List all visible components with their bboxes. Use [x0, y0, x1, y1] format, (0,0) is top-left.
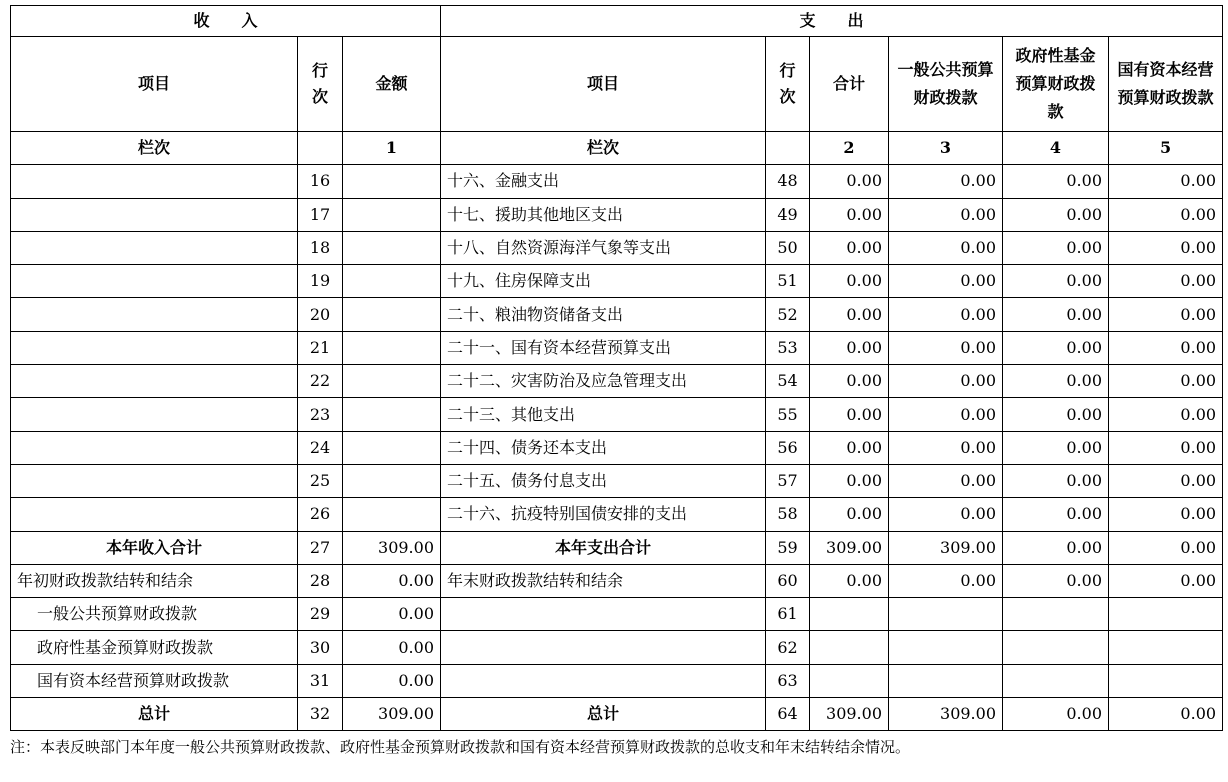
general-carryover-amount: 0.00 [343, 598, 441, 631]
expense-item: 二十、粮油物资储备支出 [441, 298, 766, 331]
income-index-rowno [298, 132, 343, 165]
empty-cell [441, 664, 766, 697]
expense-fund: 0.00 [1003, 198, 1109, 231]
expense-row-no: 50 [766, 231, 810, 264]
year-expense-no: 59 [766, 531, 810, 564]
expense-row-no: 48 [766, 165, 810, 198]
expense-capital: 0.00 [1109, 231, 1223, 264]
expense-capital: 0.00 [1109, 331, 1223, 364]
income-row-no: 17 [298, 198, 343, 231]
expense-capital: 0.00 [1109, 464, 1223, 497]
row-61-no: 61 [766, 598, 810, 631]
grand-income-amount: 309.00 [343, 698, 441, 731]
expense-row-no: 53 [766, 331, 810, 364]
income-row-no: 16 [298, 165, 343, 198]
expense-total: 0.00 [810, 265, 889, 298]
expense-fund: 0.00 [1003, 265, 1109, 298]
expense-index-4: 4 [1003, 132, 1109, 165]
year-income-label: 本年收入合计 [11, 531, 298, 564]
empty-cell [810, 598, 889, 631]
year-expense-label: 本年支出合计 [441, 531, 766, 564]
fund-carryover-no: 30 [298, 631, 343, 664]
expense-total: 0.00 [810, 464, 889, 497]
income-row-no: 18 [298, 231, 343, 264]
grand-expense-fund: 0.00 [1003, 698, 1109, 731]
general-carryover-label: 一般公共预算财政拨款 [11, 598, 298, 631]
grand-total-row [11, 698, 1223, 731]
income-row-no: 19 [298, 265, 343, 298]
income-row-no: 23 [298, 398, 343, 431]
capital-carryover-no: 31 [298, 664, 343, 697]
expense-general: 0.00 [889, 231, 1003, 264]
expense-fund: 0.00 [1003, 464, 1109, 497]
expense-fund: 0.00 [1003, 398, 1109, 431]
income-amount [343, 464, 441, 497]
income-item [11, 498, 298, 531]
expense-index-3: 3 [889, 132, 1003, 165]
carryover-row [11, 564, 1223, 597]
expense-general: 0.00 [889, 498, 1003, 531]
table-row [11, 398, 1223, 431]
empty-cell [889, 664, 1003, 697]
year-expense-capital: 0.00 [1109, 531, 1223, 564]
income-amount [343, 165, 441, 198]
expense-row-no: 52 [766, 298, 810, 331]
income-row-no: 22 [298, 365, 343, 398]
income-row-no: 25 [298, 464, 343, 497]
table-row [11, 331, 1223, 364]
expense-row-no: 54 [766, 365, 810, 398]
general-carryover-row [11, 598, 1223, 631]
empty-cell [1109, 598, 1223, 631]
income-row-no: 24 [298, 431, 343, 464]
grand-income-label: 总计 [11, 698, 298, 731]
expense-item: 十七、援助其他地区支出 [441, 198, 766, 231]
year-expense-fund: 0.00 [1003, 531, 1109, 564]
income-item [11, 298, 298, 331]
column-header-row [11, 37, 1223, 132]
expense-total: 0.00 [810, 231, 889, 264]
expense-item: 二十一、国有资本经营预算支出 [441, 331, 766, 364]
expense-index-label: 栏次 [441, 132, 766, 165]
expense-fund: 0.00 [1003, 431, 1109, 464]
income-amount [343, 498, 441, 531]
col-expense-row-no: 行次 [766, 37, 810, 132]
end-carryover-fund: 0.00 [1003, 564, 1109, 597]
expense-row-no: 51 [766, 265, 810, 298]
expense-item: 二十六、抗疫特别国债安排的支出 [441, 498, 766, 531]
expense-item: 十六、金融支出 [441, 165, 766, 198]
empty-cell [889, 598, 1003, 631]
year-expense-general: 309.00 [889, 531, 1003, 564]
income-amount [343, 265, 441, 298]
section-header-row [11, 6, 1223, 37]
table-row [11, 165, 1223, 198]
table-row [11, 365, 1223, 398]
expense-general: 0.00 [889, 398, 1003, 431]
income-item [11, 165, 298, 198]
expense-total: 0.00 [810, 365, 889, 398]
table-row [11, 198, 1223, 231]
income-index-1: 1 [343, 132, 441, 165]
begin-carryover-no: 28 [298, 564, 343, 597]
table-row [11, 464, 1223, 497]
expense-capital: 0.00 [1109, 498, 1223, 531]
expense-item: 十九、住房保障支出 [441, 265, 766, 298]
expense-index-rowno [766, 132, 810, 165]
col-income-amount: 金额 [343, 37, 441, 132]
detail-rows [11, 165, 1223, 531]
expense-total: 0.00 [810, 198, 889, 231]
income-amount [343, 431, 441, 464]
income-item [11, 198, 298, 231]
end-carryover-label: 年末财政拨款结转和结余 [441, 564, 766, 597]
expense-item: 二十五、债务付息支出 [441, 464, 766, 497]
table-row [11, 431, 1223, 464]
empty-cell [810, 631, 889, 664]
grand-expense-total: 309.00 [810, 698, 889, 731]
expense-total: 0.00 [810, 398, 889, 431]
income-item [11, 398, 298, 431]
income-row-no: 20 [298, 298, 343, 331]
end-carryover-general: 0.00 [889, 564, 1003, 597]
end-carryover-no: 60 [766, 564, 810, 597]
expense-fund: 0.00 [1003, 165, 1109, 198]
income-row-no: 21 [298, 331, 343, 364]
expense-index-2: 2 [810, 132, 889, 165]
begin-carryover-amount: 0.00 [343, 564, 441, 597]
expense-capital: 0.00 [1109, 298, 1223, 331]
col-expense-item: 项目 [441, 37, 766, 132]
expense-general: 0.00 [889, 464, 1003, 497]
capital-carryover-row [11, 664, 1223, 697]
expense-fund: 0.00 [1003, 231, 1109, 264]
fund-carryover-amount: 0.00 [343, 631, 441, 664]
table-row [11, 231, 1223, 264]
expense-item: 二十二、灾害防治及应急管理支出 [441, 365, 766, 398]
general-carryover-no: 29 [298, 598, 343, 631]
year-total-row [11, 531, 1223, 564]
table-row [11, 265, 1223, 298]
empty-cell [889, 631, 1003, 664]
column-index-row [11, 132, 1223, 165]
expense-fund: 0.00 [1003, 298, 1109, 331]
income-item [11, 464, 298, 497]
grand-expense-capital: 0.00 [1109, 698, 1223, 731]
expense-fund: 0.00 [1003, 331, 1109, 364]
income-section-title: 收 入 [11, 6, 441, 37]
income-amount [343, 231, 441, 264]
expense-general: 0.00 [889, 198, 1003, 231]
expense-row-no: 58 [766, 498, 810, 531]
expense-fund: 0.00 [1003, 498, 1109, 531]
year-income-no: 27 [298, 531, 343, 564]
expense-section-title: 支 出 [441, 6, 1223, 37]
empty-cell [1003, 598, 1109, 631]
income-amount [343, 198, 441, 231]
expense-general: 0.00 [889, 331, 1003, 364]
expense-item: 十八、自然资源海洋气象等支出 [441, 231, 766, 264]
capital-carryover-label: 国有资本经营预算财政拨款 [11, 664, 298, 697]
row-63-no: 63 [766, 664, 810, 697]
year-income-amount: 309.00 [343, 531, 441, 564]
fund-carryover-row [11, 631, 1223, 664]
expense-item: 二十三、其他支出 [441, 398, 766, 431]
expense-capital: 0.00 [1109, 365, 1223, 398]
expense-total: 0.00 [810, 331, 889, 364]
empty-cell [1003, 631, 1109, 664]
expense-capital: 0.00 [1109, 198, 1223, 231]
expense-capital: 0.00 [1109, 431, 1223, 464]
expense-capital: 0.00 [1109, 398, 1223, 431]
col-expense-total: 合计 [810, 37, 889, 132]
table-row [11, 298, 1223, 331]
expense-total: 0.00 [810, 498, 889, 531]
income-item [11, 365, 298, 398]
expense-row-no: 49 [766, 198, 810, 231]
expense-total: 0.00 [810, 165, 889, 198]
fund-carryover-label: 政府性基金预算财政拨款 [11, 631, 298, 664]
income-row-no: 26 [298, 498, 343, 531]
grand-income-no: 32 [298, 698, 343, 731]
expense-row-no: 56 [766, 431, 810, 464]
expense-row-no: 55 [766, 398, 810, 431]
expense-index-5: 5 [1109, 132, 1223, 165]
col-general-budget: 一般公共预算财政拨款 [889, 37, 1003, 132]
empty-cell [1109, 664, 1223, 697]
end-carryover-total: 0.00 [810, 564, 889, 597]
empty-cell [441, 598, 766, 631]
capital-carryover-amount: 0.00 [343, 664, 441, 697]
col-gov-fund-budget: 政府性基金预算财政拨款 [1003, 37, 1109, 132]
empty-cell [1003, 664, 1109, 697]
begin-carryover-label: 年初财政拨款结转和结余 [11, 564, 298, 597]
col-income-row-no: 行次 [298, 37, 343, 132]
grand-expense-label: 总计 [441, 698, 766, 731]
col-state-capital-budget: 国有资本经营预算财政拨款 [1109, 37, 1223, 132]
expense-general: 0.00 [889, 265, 1003, 298]
expense-total: 0.00 [810, 298, 889, 331]
income-amount [343, 298, 441, 331]
income-index-label: 栏次 [11, 132, 298, 165]
income-item [11, 265, 298, 298]
expense-general: 0.00 [889, 431, 1003, 464]
empty-cell [1109, 631, 1223, 664]
expense-general: 0.00 [889, 165, 1003, 198]
end-carryover-capital: 0.00 [1109, 564, 1223, 597]
income-amount [343, 398, 441, 431]
col-income-item: 项目 [11, 37, 298, 132]
report-wrapper [10, 5, 1222, 757]
expense-capital: 0.00 [1109, 165, 1223, 198]
row-62-no: 62 [766, 631, 810, 664]
grand-expense-general: 309.00 [889, 698, 1003, 731]
expense-general: 0.00 [889, 365, 1003, 398]
grand-expense-no: 64 [766, 698, 810, 731]
expense-item: 二十四、债务还本支出 [441, 431, 766, 464]
footnote: 注：本表反映部门本年度一般公共预算财政拨款、政府性基金预算财政拨款和国有资本经营预算财政拨款的总收支和年末结转结余情况。 [10, 738, 911, 757]
expense-row-no: 57 [766, 464, 810, 497]
income-amount [343, 331, 441, 364]
table-row [11, 498, 1223, 531]
income-amount [343, 365, 441, 398]
empty-cell [810, 664, 889, 697]
fiscal-appropriation-table [10, 5, 1223, 731]
expense-general: 0.00 [889, 298, 1003, 331]
expense-total: 0.00 [810, 431, 889, 464]
income-item [11, 231, 298, 264]
empty-cell [441, 631, 766, 664]
expense-capital: 0.00 [1109, 265, 1223, 298]
expense-fund: 0.00 [1003, 365, 1109, 398]
year-expense-total: 309.00 [810, 531, 889, 564]
income-item [11, 331, 298, 364]
income-item [11, 431, 298, 464]
